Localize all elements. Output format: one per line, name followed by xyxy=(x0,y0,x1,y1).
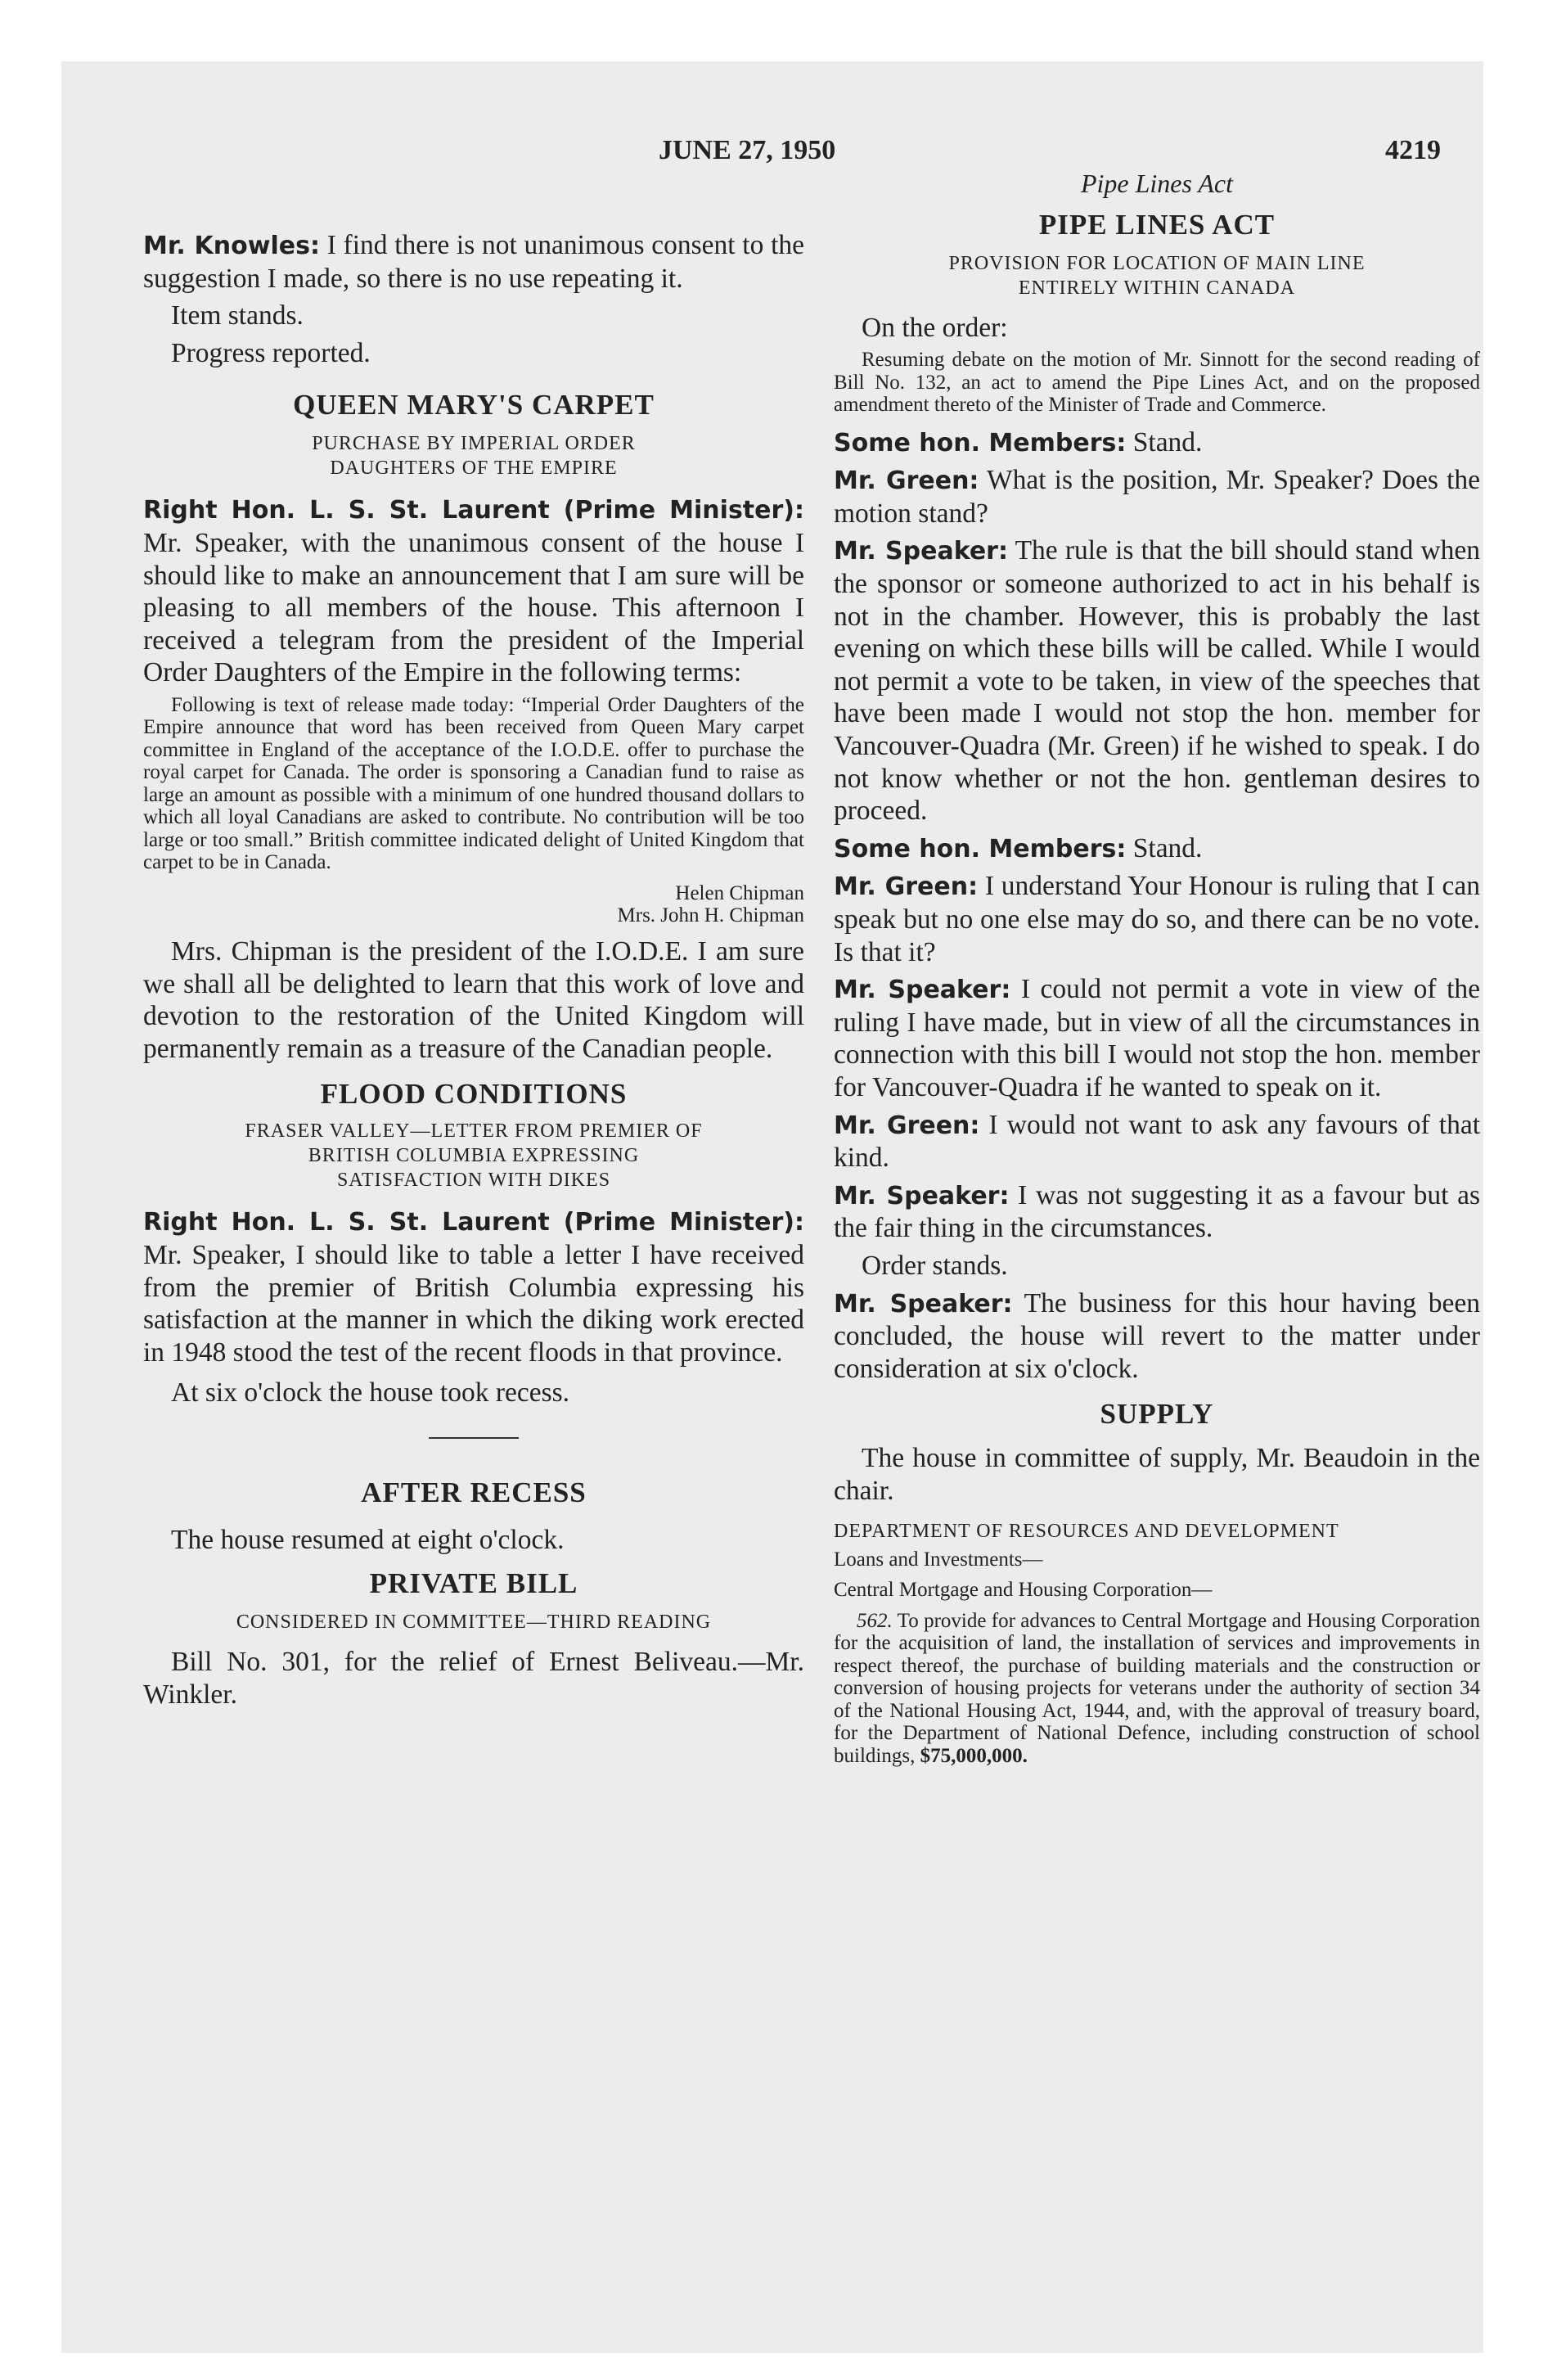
speech-text: Mr. Speaker, I should like to table a letter I have received from the premier of British Columbia expressing his satisfaction at the manner in which the diking work erected in 1948 stood the test of the recent floods in that province. xyxy=(143,1239,804,1368)
item-amount: $75,000,000. xyxy=(920,1744,1028,1767)
speaker-name: Mr. Green: xyxy=(834,1111,980,1140)
telegram-quote: Following is text of release made today: “Imperial Order Daughters of the Empire announce that word has been received from Queen Mary carpet committee in England of the acceptance of the I.O.D.E. offer to purchase the royal carpet for Canada. The order is sponsoring a Canadian fund to raise as large an amount as possible with a minimum of one hundred thousand dollars to which all loyal Canadians are asked to contribute. No contribution will be too large or too small.” British committee indicated delight of United Kingdom that carpet to be in Canada. xyxy=(143,693,804,874)
paragraph-green-3 xyxy=(834,1109,1480,1174)
speech-text: I find there is not unanimous consent to the suggestion I made, so there is no use repeating it. xyxy=(143,230,804,294)
resuming-debate: Resuming debate on the motion of Mr. Sinnott for the second reading of Bill No. 132, an act to amend the Pipe Lines Act, and on the proposed amendment thereto of the Minister of Trade and Commerce. xyxy=(834,349,1480,417)
speech-text: I would not want to ask any favours of that kind. xyxy=(834,1109,1480,1174)
speaker-name: Mr. Green: xyxy=(834,467,979,496)
signature-line: Helen Chipman xyxy=(675,881,804,904)
recess-note: At six o'clock the house took recess. xyxy=(171,1377,570,1409)
cmhc-heading: Central Mortgage and Housing Corporation— xyxy=(834,1579,1213,1601)
heading-flood-conditions: FLOOD CONDITIONS xyxy=(320,1078,628,1111)
department-heading: DEPARTMENT OF RESOURCES AND DEVELOPMENT xyxy=(834,1520,1339,1542)
vote-item-562 xyxy=(834,1610,1480,1768)
item-stands: Item stands. xyxy=(171,300,304,331)
subheading: SATISFACTION WITH DIKES xyxy=(336,1170,611,1192)
speech-text: Stand. xyxy=(1132,426,1203,458)
speech-text: I understand Your Honour is ruling that I can speak but no one else may do so, and there can be no vote. Is that it? xyxy=(834,871,1480,967)
paragraph-speaker-4 xyxy=(834,1287,1480,1386)
paragraph-st-laurent-flood xyxy=(143,1206,804,1368)
paragraph-green-2 xyxy=(834,870,1480,968)
speaker-name: Some hon. Members: xyxy=(834,428,1127,458)
paragraph-members-stand xyxy=(834,426,1480,460)
subheading: CONSIDERED IN COMMITTEE—THIRD READING xyxy=(236,1611,712,1634)
subheading: DAUGHTERS OF THE EMPIRE xyxy=(330,458,618,480)
speech-text: The rule is that the bill should stand when the sponsor or someone authorized to act in his behalf is not in the chamber. However, this is probably the last evening on which these bills will be called. While I would not permit a vote to be taken, in view of the speeches that have been made I would not stop the hon. member for Vancouver-Quadra (Mr. Green) if he wished to speak. I do not know whether or not the hon. gentleman desires to proceed. xyxy=(834,535,1480,827)
speaker-name: Mr. Speaker: xyxy=(834,976,1011,1005)
speech-text: I was not suggesting it as a favour but as the fair thing in the circumstances. xyxy=(834,1179,1481,1244)
page xyxy=(61,61,1483,2353)
speaker-name: Right Hon. L. S. St. Laurent (Prime Minister): xyxy=(143,1208,804,1237)
speaker-name: Mr. Speaker: xyxy=(834,1289,1013,1318)
speaker-name: Mr. Speaker: xyxy=(834,1181,1010,1210)
subheading: PROVISION FOR LOCATION OF MAIN LINE xyxy=(948,252,1366,274)
page-number: 4219 xyxy=(1385,135,1441,165)
heading-queen-marys-carpet: QUEEN MARY'S CARPET xyxy=(293,389,655,421)
speech-text: I could not permit a vote in view of the ruling I have made, but in view of all the circumstances in connection with this bill I would not stop the hon. member for Vancouver-Quadra if he wanted to speak on it. xyxy=(834,974,1481,1102)
paragraph-members-stand-2 xyxy=(834,832,1480,866)
paragraph-chipman: Mrs. Chipman is the president of the I.O.D.E. I am sure we shall all be delighted to learn that this work of love and devotion to the restoration of the United Kingdom will permanently remain as a treasure of the Canadian people. xyxy=(143,935,804,1064)
order-stands: Order stands. xyxy=(862,1250,1008,1281)
speaker-name: Mr. Speaker: xyxy=(834,537,1008,566)
paragraph-speaker-1 xyxy=(834,534,1480,827)
speaker-name: Right Hon. L. S. St. Laurent (Prime Minister): xyxy=(143,496,804,525)
paragraph-st-laurent-carpet xyxy=(143,494,804,689)
signature-line: Mrs. John H. Chipman xyxy=(617,904,804,927)
bill-301: Bill No. 301, for the relief of Ernest Beliveau.—Mr. Winkler. xyxy=(143,1647,804,1711)
speech-text: Stand. xyxy=(1132,832,1203,863)
paragraph-speaker-2 xyxy=(834,973,1480,1103)
header-date: JUNE 27, 1950 xyxy=(659,135,836,165)
house-resumed: The house resumed at eight o'clock. xyxy=(171,1524,565,1555)
speaker-name: Mr. Green: xyxy=(834,872,979,902)
right-column xyxy=(834,168,1480,1775)
speech-text: Mr. Speaker, with the unanimous consent of the house I should like to make an announcement that I am sure will be pleasing to all members of the house. This afternoon I received a telegram from the president of the Imperial Order Daughters of the Empire in the following terms: xyxy=(143,527,804,688)
loans-investments: Loans and Investments— xyxy=(834,1548,1043,1571)
speaker-name: Some hon. Members: xyxy=(834,834,1127,863)
section-divider xyxy=(429,1437,519,1439)
left-column xyxy=(143,229,804,1716)
heading-supply: SUPPLY xyxy=(1100,1398,1214,1431)
heading-private-bill: PRIVATE BILL xyxy=(369,1567,578,1600)
on-the-order: On the order: xyxy=(862,312,1008,343)
paragraph-knowles xyxy=(143,229,804,295)
subheading: FRASER VALLEY—LETTER FROM PREMIER OF xyxy=(245,1120,703,1143)
supply-committee: The house in committee of supply, Mr. Beaudoin in the chair. xyxy=(834,1443,1480,1506)
subheading: BRITISH COLUMBIA EXPRESSING xyxy=(308,1145,640,1167)
paragraph-green-1 xyxy=(834,464,1480,530)
heading-pipe-lines-act: PIPE LINES ACT xyxy=(1038,208,1276,241)
subheading: ENTIRELY WITHIN CANADA xyxy=(1018,277,1296,299)
running-head: Pipe Lines Act xyxy=(1080,169,1234,198)
paragraph-speaker-3 xyxy=(834,1179,1480,1245)
item-number: 562. xyxy=(857,1609,893,1632)
speech-text: What is the position, Mr. Speaker? Does the motion stand? xyxy=(834,465,1480,529)
progress-reported: Progress reported. xyxy=(171,337,371,368)
speech-text: The business for this hour having been concluded, the house will revert to the matter under consideration at six o'clock. xyxy=(834,1287,1480,1384)
speaker-name: Mr. Knowles: xyxy=(143,232,320,260)
subheading: PURCHASE BY IMPERIAL ORDER xyxy=(312,433,636,455)
item-text: To provide for advances to Central Mortgage and Housing Corporation for the acquisition of land, the installation of services and improvements in respect thereof, the purchase of building materials and the construction or conversion of housing projects for veterans under the authority of section 34 of the National Housing Act, 1944, and, with the approval of treasury board, for the Department of National Defence, including construction of school buildings, xyxy=(834,1609,1480,1767)
heading-after-recess: AFTER RECESS xyxy=(361,1476,587,1508)
